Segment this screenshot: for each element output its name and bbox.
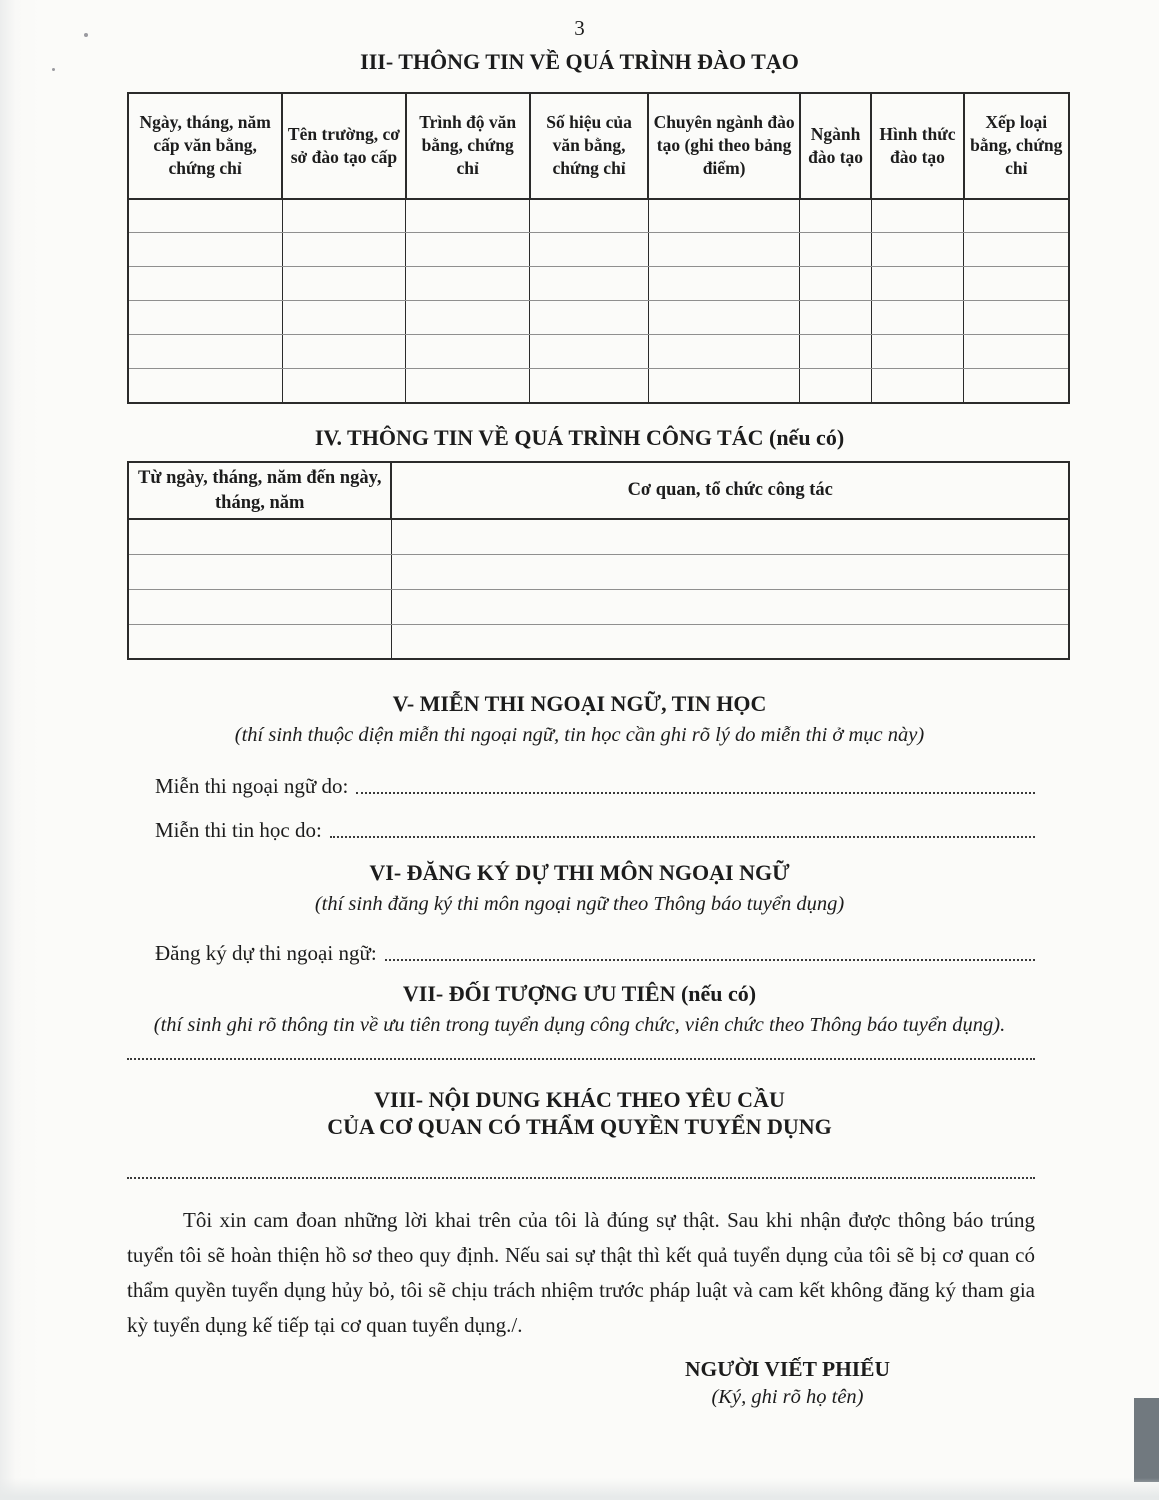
empty-cell — [530, 199, 649, 233]
empty-cell — [282, 369, 405, 403]
empty-cell — [530, 267, 649, 301]
empty-cell — [282, 301, 405, 335]
column-header: Từ ngày, tháng, năm đến ngày, tháng, năm — [128, 462, 391, 519]
exempt-foreign-language-field — [155, 765, 1035, 799]
section6-note: (thí sinh đăng ký thi môn ngoại ngữ theo Thông báo tuyển dụng) — [314, 892, 845, 915]
field-label: Miễn thi ngoại ngữ do: — [155, 774, 349, 799]
empty-cell — [964, 233, 1069, 267]
empty-cell — [530, 335, 649, 369]
empty-cell — [406, 199, 530, 233]
section8-title-line2: CỦA CƠ QUAN CÓ THẨM QUYỀN TUYỂN DỤNG — [327, 1114, 832, 1140]
table-row — [128, 554, 1069, 589]
page-bottom-shadow — [0, 1478, 1159, 1500]
empty-cell — [282, 335, 405, 369]
column-header: Hình thức đào tạo — [871, 93, 963, 199]
table-row — [128, 199, 1069, 233]
section5-note: (thí sinh thuộc diện miễn thi ngoại ngữ, tin học cần ghi rõ lý do miễn thi ở mục này) — [234, 723, 925, 746]
section4-title: IV. THÔNG TIN VỀ QUÁ TRÌNH CÔNG TÁC (nếu có) — [314, 424, 845, 450]
empty-cell — [128, 199, 282, 233]
empty-cell — [128, 233, 282, 267]
dotted-fill-line — [127, 1058, 1035, 1060]
empty-cell — [871, 233, 963, 267]
table-row — [128, 624, 1069, 659]
empty-cell — [648, 267, 800, 301]
empty-cell — [282, 233, 405, 267]
declaration-paragraph: Tôi xin cam đoan những lời khai trên của tôi là đúng sự thật. Sau khi nhận được thông báo trúng tuyển tôi sẽ hoàn thiện hồ sơ theo quy định. Nếu sai sự thật thì kết quả tuyển dụng của tôi sẽ bị cơ quan có thẩm quyền tuyển dụng hủy bỏ, tôi sẽ chịu trách nhiệm trước pháp luật và cam kết không đăng ký tham gia kỳ tuyển dụng kế tiếp tại cơ quan tuyển dụng./. — [127, 1207, 1035, 1337]
empty-cell — [648, 369, 800, 403]
empty-cell — [128, 519, 391, 554]
empty-cell — [128, 301, 282, 335]
empty-cell — [964, 199, 1069, 233]
table-row — [128, 301, 1069, 335]
empty-cell — [800, 301, 872, 335]
empty-cell — [530, 301, 649, 335]
page-number: 3 — [574, 16, 585, 40]
empty-cell — [964, 369, 1069, 403]
empty-cell — [530, 369, 649, 403]
empty-cell — [391, 519, 1069, 554]
empty-cell — [406, 301, 530, 335]
empty-cell — [406, 233, 530, 267]
empty-cell — [871, 301, 963, 335]
scanner-edge-artifact — [1134, 1398, 1159, 1482]
scan-artifact — [52, 68, 55, 71]
dotted-fill-line — [385, 959, 1035, 961]
empty-cell — [800, 369, 872, 403]
empty-cell — [391, 589, 1069, 624]
empty-cell — [800, 233, 872, 267]
field-label: Miễn thi tin học do: — [155, 818, 322, 843]
empty-cell — [871, 199, 963, 233]
empty-cell — [871, 267, 963, 301]
foreign-language-registration-field — [155, 932, 1035, 966]
dotted-fill-line — [356, 792, 1035, 794]
column-header: Ngành đào tạo — [800, 93, 872, 199]
column-header: Trình độ văn bằng, chứng chỉ — [406, 93, 530, 199]
empty-cell — [648, 301, 800, 335]
section8-title-line1: VIII- NỘI DUNG KHÁC THEO YÊU CẦU — [374, 1086, 785, 1112]
empty-cell — [530, 233, 649, 267]
table-row — [128, 589, 1069, 624]
empty-cell — [964, 335, 1069, 369]
header-row — [128, 93, 1069, 199]
column-header: Cơ quan, tổ chức công tác — [391, 462, 1069, 519]
table-row — [128, 369, 1069, 403]
empty-cell — [871, 335, 963, 369]
column-header: Tên trường, cơ sở đào tạo cấp — [282, 93, 405, 199]
dotted-fill-line — [127, 1177, 1035, 1179]
empty-cell — [406, 369, 530, 403]
column-header: Ngày, tháng, năm cấp văn bằng, chứng chỉ — [128, 93, 282, 199]
empty-cell — [128, 589, 391, 624]
column-header: Xếp loại bằng, chứng chỉ — [964, 93, 1069, 199]
table-row — [128, 233, 1069, 267]
exempt-informatics-field — [155, 809, 1035, 843]
section6-title: VI- ĐĂNG KÝ DỰ THI MÔN NGOẠI NGỮ — [369, 860, 790, 886]
empty-cell — [128, 624, 391, 659]
empty-cell — [406, 335, 530, 369]
education-table — [127, 92, 1070, 404]
scan-artifact — [84, 33, 88, 37]
dotted-fill-line — [330, 836, 1035, 838]
empty-cell — [800, 199, 872, 233]
signature-note: (Ký, ghi rõ họ tên) — [711, 1385, 864, 1408]
empty-cell — [282, 267, 405, 301]
empty-cell — [648, 335, 800, 369]
column-header: Chuyên ngành đào tạo (ghi theo bảng điểm) — [648, 93, 800, 199]
section5-title: V- MIỄN THI NGOẠI NGỮ, TIN HỌC — [392, 691, 767, 716]
signature-block — [565, 1357, 1010, 1409]
empty-cell — [391, 554, 1069, 589]
signature-title: NGƯỜI VIẾT PHIẾU — [684, 1356, 891, 1381]
section3-title: III- THÔNG TIN VỀ QUÁ TRÌNH ĐÀO TẠO — [360, 49, 799, 74]
empty-cell — [648, 233, 800, 267]
work-history-table — [127, 461, 1070, 660]
empty-cell — [800, 335, 872, 369]
table-row — [128, 335, 1069, 369]
empty-cell — [128, 267, 282, 301]
empty-cell — [391, 624, 1069, 659]
empty-cell — [128, 369, 282, 403]
empty-cell — [406, 267, 530, 301]
empty-cell — [128, 335, 282, 369]
column-header: Số hiệu của văn bằng, chứng chỉ — [530, 93, 649, 199]
field-label: Đăng ký dự thi ngoại ngữ: — [155, 941, 377, 966]
table-row — [128, 267, 1069, 301]
section7-note: (thí sinh ghi rõ thông tin về ưu tiên trong tuyển dụng công chức, viên chức theo Thông báo tuyển dụng). — [153, 1013, 1006, 1036]
empty-cell — [648, 199, 800, 233]
empty-cell — [964, 267, 1069, 301]
table-row — [128, 519, 1069, 554]
empty-cell — [128, 554, 391, 589]
header-row — [128, 462, 1069, 519]
section8-title — [0, 1086, 1159, 1141]
empty-cell — [800, 267, 872, 301]
empty-cell — [964, 301, 1069, 335]
section7-title: VII- ĐỐI TƯỢNG ƯU TIÊN (nếu có) — [402, 981, 757, 1007]
empty-cell — [282, 199, 405, 233]
empty-cell — [871, 369, 963, 403]
